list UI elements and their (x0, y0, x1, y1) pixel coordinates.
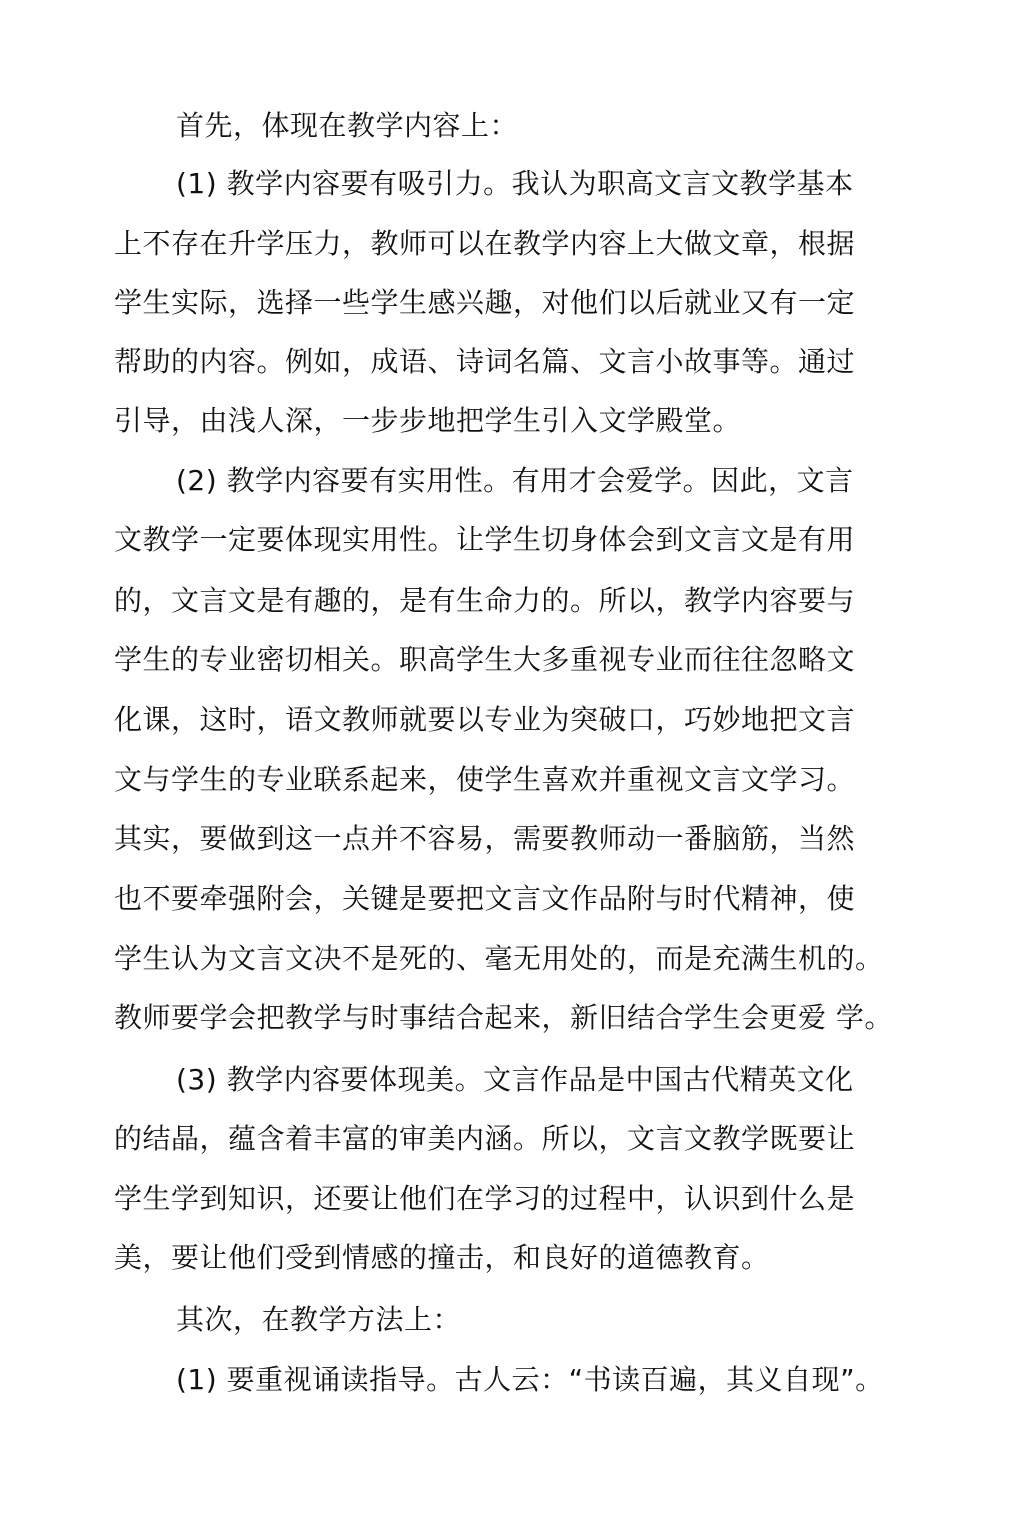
text-line-9: 的，文言文是有趣的，是有生命力的。所以，教学内容要与 (114, 584, 856, 617)
text-line-4: 学生实际，选择一些学生感兴趣，对他们以后就业又有一定 (114, 286, 856, 319)
text-line-8: 文教学一定要体现实用性。让学生切身体会到文言文是有用 (114, 523, 856, 556)
text-line-22: (1) 要重视诵读指导。古人云：“书读百遍，其义自现”。 (176, 1363, 884, 1396)
text-line-12: 文与学生的专业联系起来，使学生喜欢并重视文言文学习。 (114, 763, 856, 796)
text-line-5: 帮助的内容。例如，成语、诗词名篇、文言小故事等。通过 (114, 345, 856, 378)
text-line-17: (3) 教学内容要体现美。文言作品是中国古代精英文化 (176, 1063, 854, 1096)
text-line-6: 引导，由浅人深，一步步地把学生引入文学殿堂。 (114, 404, 742, 437)
text-line-3: 上不存在升学压力，教师可以在教学内容上大做文章，根据 (114, 227, 856, 260)
text-line-21: 其次，在教学方法上： (176, 1303, 462, 1336)
text-line-15: 学生认为文言文决不是死的、毫无用处的，而是充满生机的。 (114, 942, 884, 975)
text-line-7: (2) 教学内容要有实用性。有用才会爱学。因此，文言 (176, 464, 854, 497)
text-line-13: 其实，要做到这一点并不容易，需要教师动一番脑筋，当然 (114, 822, 856, 855)
text-line-20: 美，要让他们受到情感的撞击，和良好的道德教育。 (114, 1241, 770, 1274)
text-line-11: 化课，这时，语文教师就要以专业为突破口，巧妙地把文言 (114, 703, 856, 736)
text-line-10: 学生的专业密切相关。职高学生大多重视专业而往往忽略文 (114, 643, 856, 676)
text-line-18: 的结晶，蕴含着丰富的审美内涵。所以，文言文教学既要让 (114, 1122, 856, 1155)
text-line-14: 也不要牵强附会，关键是要把文言文作品附与时代精神，使 (114, 882, 856, 915)
text-line-1: 首先，体现在教学内容上： (176, 109, 519, 142)
text-line-16: 教师要学会把教学与时事结合起来，新旧结合学生会更爱 学。 (114, 1001, 893, 1034)
text-line-2: (1) 教学内容要有吸引力。我认为职高文言文教学基本 (176, 167, 854, 200)
text-line-19: 学生学到知识，还要让他们在学习的过程中，认识到什么是 (114, 1182, 856, 1215)
